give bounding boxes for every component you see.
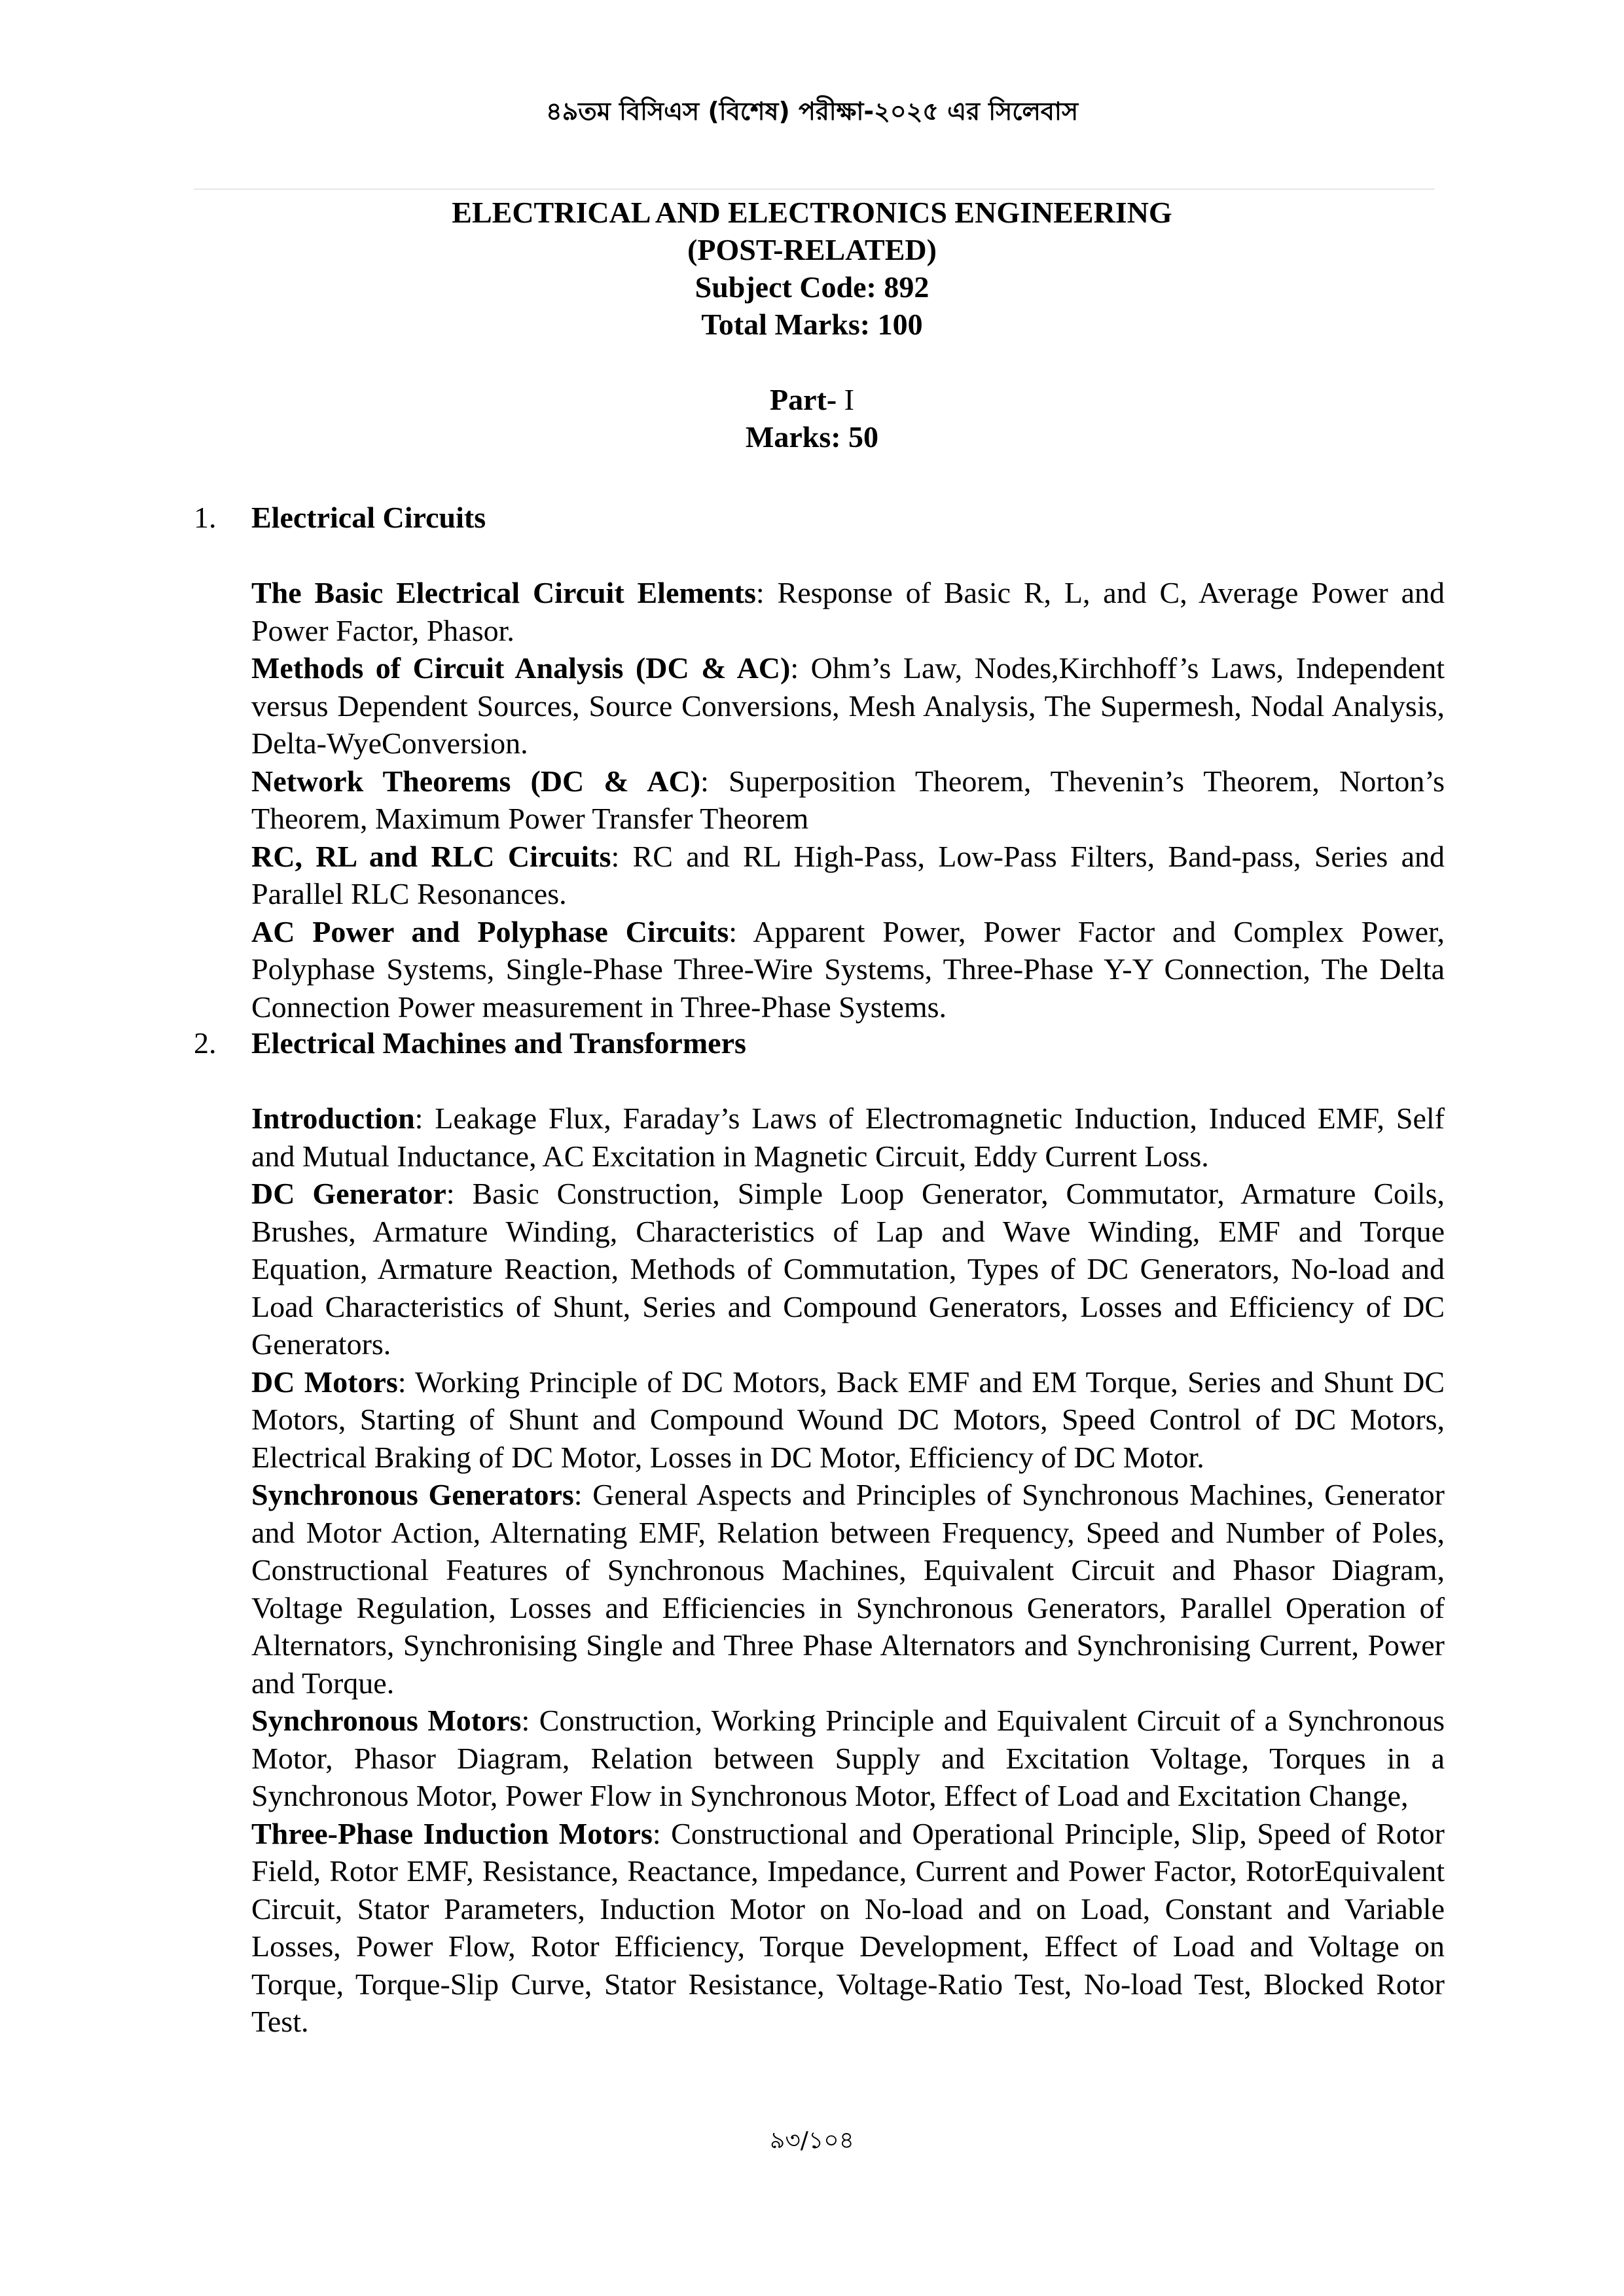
- header-divider: [194, 188, 1435, 190]
- topic-term: DC Generator: [251, 1177, 446, 1210]
- topic-paragraph: [251, 838, 1445, 913]
- section-title: Electrical Machines and Transformers: [251, 1026, 746, 1060]
- topic-paragraph: [251, 1363, 1445, 1477]
- topic-text: : Apparent Power, Power Factor and Complex Power, Polyphase Systems, Single-Phase Three-Wire Systems, Three-Phase Y-Y Connection, The Delta Connection Power measurement in Three-Phase Systems.: [251, 914, 1445, 1024]
- topic-paragraph: [251, 762, 1445, 838]
- topic-term: Network Theorems (DC & AC): [251, 764, 701, 798]
- topic-text: : Leakage Flux, Faraday’s Laws of Electromagnetic Induction, Induced EMF, Self and Mutual Inductance, AC Excitation in Magnetic Circuit, Eddy Current Loss.: [251, 1102, 1445, 1173]
- page-header: ৪৯তম বিসিএস (বিশেষ) পরীক্ষা-২০২৫ এর সিলেবাস: [545, 97, 1079, 126]
- topic-paragraph: [251, 1702, 1445, 1815]
- topic-text: : Ohm’s Law, Nodes,Kirchhoff’s Laws, Independent versus Dependent Sources, Source Conversions, Mesh Analysis, The Supermesh, Nodal Analysis, Delta-WyeConversion.: [251, 651, 1445, 760]
- subject-qualifier: (POST-RELATED): [687, 233, 937, 266]
- part-number: I: [844, 383, 854, 416]
- topic-text: : Working Principle of DC Motors, Back EMF and EM Torque, Series and Shunt DC Motors, Starting of Shunt and Compound Wound DC Motors, Speed Control of DC Motors, Electrical Braking of DC Motor, Losses in DC Motor, Efficiency of DC Motor.: [251, 1365, 1445, 1474]
- topic-term: Methods of Circuit Analysis (DC & AC): [251, 651, 791, 685]
- section-content-electrical-circuits: [251, 574, 1445, 1026]
- section-number: 2.: [194, 1026, 217, 1060]
- topic-paragraph: [251, 1815, 1445, 2041]
- topic-text: : RC and RL High-Pass, Low-Pass Filters, Band-pass, Series and Parallel RLC Resonances.: [251, 839, 1445, 910]
- subject-code: Subject Code: 892: [695, 270, 929, 304]
- topic-text: : Basic Construction, Simple Loop Generator, Commutator, Armature Coils, Brushes, Armature Winding, Characteristics of Lap and Wave Winding, EMF and Torque Equation, Armature Reaction, Methods of Commutation, Types of DC Generators, No-load and Load Characteristics of Shunt, Series and Compound Generators, Losses and Efficiency of DC Generators.: [251, 1177, 1445, 1361]
- section-content-electrical-machines: [251, 1100, 1445, 2041]
- topic-term: DC Motors: [251, 1365, 398, 1399]
- topic-paragraph: [251, 1100, 1445, 1175]
- section-number: 1.: [194, 501, 217, 534]
- topic-paragraph: [251, 574, 1445, 649]
- part-heading: [0, 381, 1624, 456]
- subject-name: ELECTRICAL AND ELECTRONICS ENGINEERING: [452, 196, 1172, 229]
- topic-term: Synchronous Generators: [251, 1478, 574, 1511]
- topic-term: Synchronous Motors: [251, 1704, 522, 1737]
- topic-paragraph: [251, 1476, 1445, 1702]
- topic-paragraph: [251, 649, 1445, 762]
- topic-text: : Constructional and Operational Principle, Slip, Speed of Rotor Field, Rotor EMF, Resistance, Reactance, Impedance, Current and Power Factor, RotorEquivalent Circuit, Stator Parameters, Induction Motor on No-load and on Load, Constant and Variable Losses, Power Flow, Rotor Efficiency, Torque Development, Effect of Load and Voltage on Torque, Torque-Slip Curve, Stator Resistance, Voltage-Ratio Test, No-load Test, Blocked Rotor Test.: [251, 1816, 1445, 2038]
- page-number: ৯৩/১০৪: [769, 2127, 855, 2154]
- total-marks: Total Marks: 100: [701, 308, 923, 341]
- topic-paragraph: [251, 1175, 1445, 1363]
- topic-text: : Construction, Working Principle and Equivalent Circuit of a Synchronous Motor, Phasor Diagram, Relation between Supply and Excitation Voltage, Torques in a Synchronous Motor, Power Flow in Synchronous Motor, Effect of Load and Excitation Change,: [251, 1704, 1445, 1812]
- topic-term: The Basic Electrical Circuit Elements: [251, 576, 756, 609]
- topic-term: RC, RL and RLC Circuits: [251, 839, 611, 873]
- part-marks: Marks: 50: [745, 420, 879, 454]
- topic-paragraph: [251, 913, 1445, 1026]
- topic-term: Introduction: [251, 1102, 415, 1135]
- subject-title-block: [0, 194, 1624, 343]
- part-label: Part-: [770, 383, 837, 416]
- topic-term: Three-Phase Induction Motors: [251, 1816, 653, 1850]
- section-title: Electrical Circuits: [251, 501, 486, 534]
- topic-text: : General Aspects and Principles of Synchronous Machines, Generator and Motor Action, Alternating EMF, Relation between Frequency, Speed and Number of Poles, Constructional Features of Synchronous Machines, Equivalent Circuit and Phasor Diagram, Voltage Regulation, Losses and Efficiencies in Synchronous Generators, Parallel Operation of Alternators, Synchronising Single and Three Phase Alternators and Synchronising Current, Power and Torque.: [251, 1478, 1445, 1700]
- topic-text: : Response of Basic R, L, and C, Average Power and Power Factor, Phasor.: [251, 576, 1445, 647]
- topic-text: : Superposition Theorem, Thevenin’s Theorem, Norton’s Theorem, Maximum Power Transfer Theorem: [251, 764, 1445, 835]
- topic-term: AC Power and Polyphase Circuits: [251, 914, 729, 948]
